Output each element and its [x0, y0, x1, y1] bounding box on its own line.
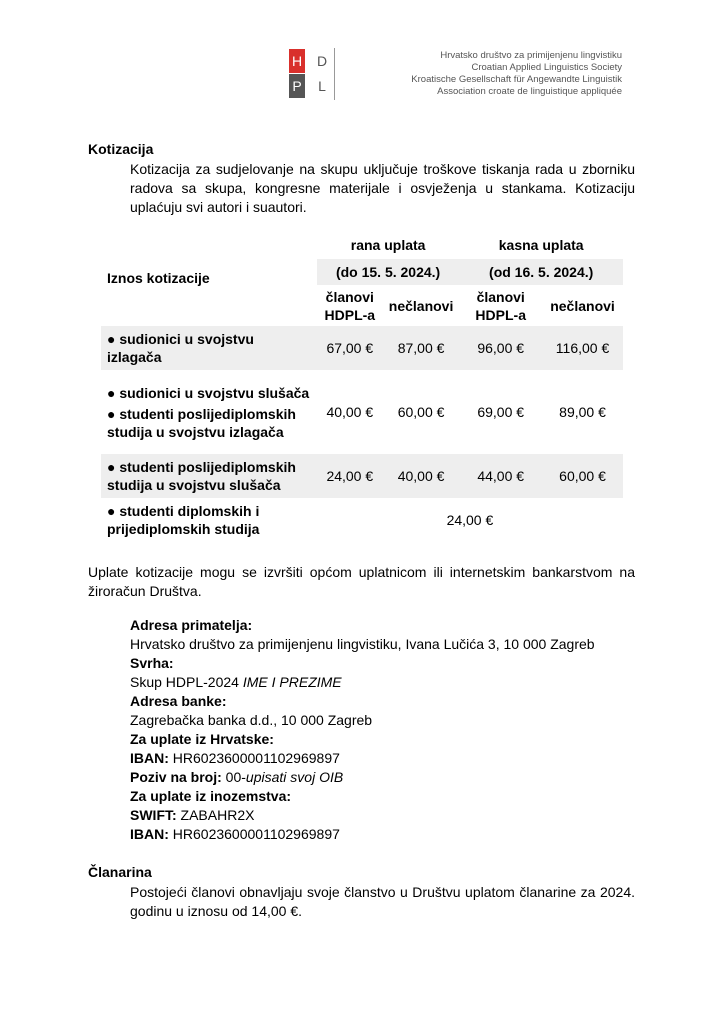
purpose-name-placeholder: IME I PREZIME [242, 674, 342, 690]
row-label-line: ● studenti poslijediplomskih studija u svojstvu izlagača [107, 405, 296, 440]
org-name-en: Croatian Applied Linguistics Society [471, 62, 622, 73]
kotizacija-heading: Kotizacija [88, 141, 154, 157]
logo-letter-l: L [314, 74, 330, 98]
recipient-value: Hrvatsko društvo za primijenjenu lingvistiku, Ivana Lučića 3, 10 000 Zagreb [130, 636, 595, 652]
row-label: ● studenti poslijediplomskih studija u svojstvu slušača [107, 459, 296, 493]
fee-value-all: 24,00 € [446, 512, 494, 528]
foreign-label: Za uplate iz inozemstva: [130, 788, 292, 804]
fee-value: 67,00 € [326, 340, 374, 356]
bank-value: Zagrebačka banka d.d., 10 000 Zagreb [130, 712, 373, 728]
payment-details [130, 616, 595, 844]
fee-value: 87,00 € [397, 340, 445, 356]
row-header-iznos: Iznos kotizacije [107, 270, 210, 286]
organization-names [411, 50, 622, 98]
logo-letter-p: P [289, 74, 305, 98]
logo-letter-d: D [314, 49, 330, 73]
table-row [101, 454, 623, 498]
fee-table [101, 230, 623, 542]
bank-label: Adresa banke: [130, 693, 227, 709]
fee-value: 116,00 € [555, 340, 610, 356]
recipient-label: Adresa primatelja: [130, 617, 253, 633]
fee-value: 89,00 € [559, 404, 606, 420]
col-nonmembers-late: nečlanovi [550, 297, 615, 314]
iban-label: IBAN: [130, 750, 169, 766]
reference-prefix: 00- [221, 769, 246, 785]
fee-value: 60,00 € [559, 468, 606, 484]
col-members-late: članovi HDPL-a [475, 288, 526, 323]
clanarina-heading: Članarina [88, 864, 152, 880]
swift-row [130, 806, 595, 825]
col-members-early: članovi HDPL-a [324, 288, 376, 323]
hdpl-logo [284, 46, 348, 102]
org-name-fr: Association croate de linguistique appliquée [437, 86, 622, 97]
kotizacija-text: Kotizacija za sudjelovanje na skupu uključuje troškove tiskanja rada u zborniku radova sa skupa, kongresne materijale i osvježenja u stankama. Kotizaciju uplaćuju svi autori i suautori. [130, 161, 635, 215]
fee-value: 96,00 € [477, 340, 525, 356]
swift-value: ZABAHR2X [176, 807, 255, 823]
logo-letter-h: H [289, 49, 305, 73]
table-row [101, 370, 623, 454]
fee-value: 69,00 € [477, 404, 525, 420]
reference-placeholder: upisati svoj OIB [245, 769, 344, 785]
purpose-prefix: Skup HDPL-2024 [130, 674, 243, 690]
org-name-hr: Hrvatsko društvo za primijenjenu lingvistiku [440, 50, 622, 61]
reference-label: Poziv na broj: [130, 769, 222, 785]
row-label [101, 370, 317, 454]
late-payment-date: (od 16. 5. 2024.) [459, 259, 623, 285]
purpose-value [130, 673, 595, 692]
purpose-label: Svrha: [130, 655, 174, 671]
fee-value: 44,00 € [477, 468, 525, 484]
early-payment-label: rana uplata [350, 236, 426, 253]
payment-intro: Uplate kotizacije mogu se izvršiti općom uplatnicom ili internetskim bankarstvom na žiroračun Društva. [88, 564, 635, 599]
iban-value: HR6023600001102969897 [168, 750, 340, 766]
row-label-line: ● sudionici u svojstvu slušača [107, 384, 310, 401]
fee-value: 60,00 € [397, 404, 445, 420]
row-label: ● sudionici u svojstvu izlagača [107, 331, 254, 365]
org-name-de: Kroatische Gesellschaft für Angewandte Linguistik [411, 74, 622, 85]
fee-value: 40,00 € [397, 468, 445, 484]
reference-row [130, 768, 595, 787]
logo-divider [334, 48, 335, 100]
table-row [101, 498, 623, 542]
iban2-label: IBAN: [130, 826, 169, 842]
domestic-label: Za uplate iz Hrvatske: [130, 731, 274, 747]
swift-label: SWIFT: [130, 807, 177, 823]
table-row [101, 326, 623, 370]
iban2-row [130, 825, 595, 844]
late-payment-label: kasna uplata [498, 236, 584, 253]
row-label: ● studenti diplomskih i prijediplomskih studija [107, 503, 260, 537]
col-nonmembers-early: nečlanovi [388, 297, 454, 314]
iban2-value: HR6023600001102969897 [168, 826, 340, 842]
early-payment-date: (do 15. 5. 2024.) [317, 259, 460, 285]
clanarina-text: Postojeći članovi obnavljaju svoje članstvo u Društvu uplatom članarine za 2024. godinu u iznosu od 14,00 €. [130, 884, 635, 919]
iban-row [130, 749, 595, 768]
fee-value: 24,00 € [326, 468, 374, 484]
fee-value: 40,00 € [326, 404, 374, 420]
